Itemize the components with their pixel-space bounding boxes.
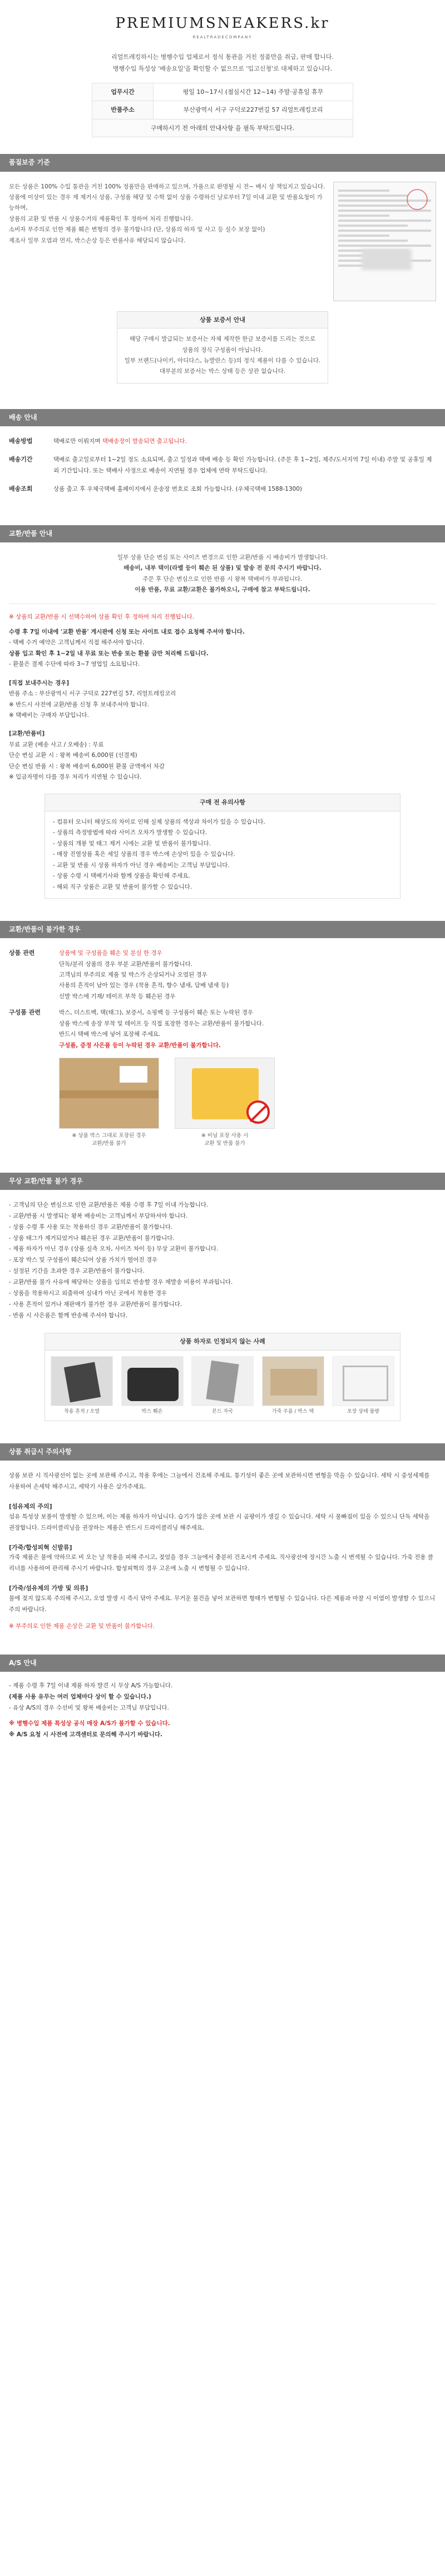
brand-title: PREMIUMSNEAKERS.kr xyxy=(115,15,330,32)
section-not-allowed xyxy=(0,938,445,1155)
exchange-summary xyxy=(9,552,436,604)
packing-tape xyxy=(60,1090,159,1098)
quality-paragraph: 제조사 일부 오염과 먼지, 박스손상 등은 반품사유 해당되지 않습니다. xyxy=(9,237,186,244)
intro-text xyxy=(0,52,445,75)
return-address-line: ※ 반드시 사전에 교환/반품 신청 후 보내주셔야 합니다. xyxy=(9,701,150,708)
return-address-title: [직접 보내주시는 경우] xyxy=(9,679,70,686)
info-row xyxy=(92,119,353,137)
certificate-stamp xyxy=(407,189,428,210)
list-item: - 고객님의 단순 변심으로 인한 교환/반품은 제품 수령 후 7일 이내 가능합니다. xyxy=(9,1201,209,1208)
return-fee-line: ※ 입금자명이 다를 경우 처리가 지연될 수 있습니다. xyxy=(9,774,142,781)
return-address-block xyxy=(9,678,436,721)
section-care xyxy=(0,1461,445,1637)
brand-header xyxy=(0,0,445,41)
section-header-as: A/S 안내 xyxy=(0,1655,445,1672)
gallery-item xyxy=(121,1356,184,1416)
care-intro: 상품 보관 시 직사광선이 없는 곳에 보관해 주시고, 착용 후에는 그늘에서 건조해 주세요. 통기성이 좋은 곳에 보관하시면 변형을 막을 수 있습니다. 세탁 시 중성세제를 사용하여 손세탁 해주시고, 세탁기 사용은 삼가주세요. xyxy=(9,1472,430,1491)
info-row xyxy=(92,83,353,101)
return-fee-title: [교환/반품비] xyxy=(9,730,45,738)
not-allowed-row xyxy=(9,948,436,1002)
procedure-line: 상품 입고 확인 후 1~2일 내 무료 또는 반송 또는 환불 금만 처리해 드립니다. xyxy=(9,650,209,657)
shipping-highlight: 택배송장이 발송되면 출고됩니다. xyxy=(102,438,187,445)
shipping-row xyxy=(9,436,436,447)
caption-line: 교환 및 반품 불가 xyxy=(204,1140,245,1147)
shipping-row xyxy=(9,484,436,495)
gallery-caption: 박스 훼손 xyxy=(141,1408,163,1414)
doc-line xyxy=(338,215,389,217)
return-address-line: 반품 주소 : 부산광역시 서구 구덕로 227번길 57, 리얼트레킹코리 xyxy=(9,690,176,697)
care-warning: ※ 부주의로 인한 제품 손상은 교환 및 반품이 불가합니다. xyxy=(9,1622,155,1630)
caution-line: - 상품 수령 시 택배기사와 함께 상품을 확인해 주세요. xyxy=(53,873,190,880)
care-subtitle: [섬유제의 주의] xyxy=(9,1503,52,1511)
list-item: - 상품을 착용하시고 외출하여 실내가 아닌 곳에서 착용한 경우 xyxy=(9,1290,167,1297)
section-shipping xyxy=(0,426,445,509)
care-subtitle: [가죽/섬유제의 가방 및 의류] xyxy=(9,1585,88,1592)
summary-line: 이용 반품, 무료 교환/교환은 불가하오니, 구매에 참고 부탁드립니다. xyxy=(135,586,310,594)
caution-line: - 상품의 측정방법에 따라 사이즈 오차가 발생할 수 있습니다. xyxy=(53,829,207,836)
as-line: (제품 사용 유무는 여러 업체마다 상이 할 수 있습니다.) xyxy=(9,1693,151,1700)
list-item: - 사용 흔적이 있거나 재판매가 불가한 경우 교환/반품이 불가합니다. xyxy=(9,1301,182,1308)
return-fee-line: 단순 변심 교환 시 : 왕복 배송비 6,000원 (선결제) xyxy=(9,752,137,759)
gallery-item xyxy=(262,1356,324,1416)
shipping-row xyxy=(9,455,436,476)
gallery-image xyxy=(262,1356,324,1406)
section-header-quality: 품질보증 기준 xyxy=(0,154,445,171)
caution-box xyxy=(44,794,400,899)
info-value: 평일 10~17시 (점심시간 12~14) 주말·공휴일 휴무 xyxy=(154,83,353,101)
summary-line: 일부 상품 단순 변심 또는 사이즈 변경으로 인한 교환/반품 시 배송비가 발생합니다. xyxy=(117,554,328,561)
info-value: 부산광역시 서구 구덕로227번길 57 리얼트레킹코리 xyxy=(154,101,353,119)
shipping-value: 택배로 출고일로부터 1~2일 정도 소요되며, 출고 일정과 택배 배송 등 확인 가능합니다. (주문 후 1~2일, 제주/도서지역 7일 이내) 주말 및 공휴일 제외 기간입니다. 또는 택배사 사정으로 배송이 지연될 경우 업체에 연락 부탁드립니다. xyxy=(53,456,432,474)
not-allowed-line: 사용의 흔적이 남아 있는 경우 (착용 흔적, 향수 냄새, 담배 냄새 등) xyxy=(59,982,229,989)
list-item: - 교환/반품 시 발생되는 왕복 배송비는 고객님께서 부담하셔야 합니다. xyxy=(9,1212,188,1219)
summary-line: 주문 후 단순 변심으로 인한 반품 시 왕복 택배비가 부과됩니다. xyxy=(142,575,303,582)
doc-line xyxy=(338,205,408,207)
gallery-image xyxy=(121,1356,184,1406)
doc-line xyxy=(338,190,389,192)
warranty-guide-title: 상품 보증서 안내 xyxy=(117,312,328,329)
doc-line xyxy=(338,235,389,237)
guide-line: 해당 구매시 발급되는 보증서는 자체 제작한 한글 보증서를 드리는 것으로 xyxy=(129,336,316,343)
defect-gallery-title: 상품 하자로 인정되지 않는 사례 xyxy=(45,1333,400,1351)
gallery-item xyxy=(51,1356,113,1416)
procedure-line: - 환불은 결제 수단에 따라 3~7 영업일 소요됩니다. xyxy=(9,661,140,668)
quality-text xyxy=(9,182,325,301)
as-note: ※ A/S 요청 시 사전에 고객센터로 문의해 주시기 바랍니다. xyxy=(9,1731,162,1738)
gallery-caption: 포장 상태 불량 xyxy=(347,1408,379,1414)
gallery-image xyxy=(191,1356,254,1406)
packaging-caption xyxy=(59,1132,159,1148)
doc-line xyxy=(338,225,408,227)
list-item: - 반품 시 사은품은 함께 반송해 주셔야 합니다. xyxy=(9,1312,128,1319)
certificate-image xyxy=(333,182,436,301)
vinyl-pack-image xyxy=(175,1058,275,1129)
not-allowed-highlight: 구성품, 증정 사은품 등이 누락된 경우 교환/반품이 불가합니다. xyxy=(59,1042,221,1049)
guide-line: 일부 브랜드(나이키, 아디다스, 뉴발란스 등)의 정식 제품이 다를 수 있습니다. xyxy=(124,357,321,364)
warranty-guide-body xyxy=(117,328,328,383)
section-header-shipping: 배송 안내 xyxy=(0,409,445,426)
procedure-line: 수령 후 7일 이내에 '교환 반품' 게시판에 신청 또는 사이트 내로 접수 요청해 주셔야 합니다. xyxy=(9,628,245,635)
quality-content xyxy=(9,182,436,301)
shipping-key: 배송방법 xyxy=(9,437,33,445)
as-warning: ※ 병행수입 제품 특성상 공식 매장 A/S가 불가할 수 있습니다. xyxy=(9,1720,170,1727)
care-paragraph: 가죽 제품은 물에 약하므로 비 오는 날 착용을 피해 주시고, 젖었을 경우 그늘에서 충분히 건조시켜 주세요. 직사광선에 장시간 노출 시 변색될 수 있습니다. 가죽 전용 클리너를 사용하여 관리해 주시기 바랍니다. 합성피혁의 경우 고온에 노출 시 변형될 수 있습니다. xyxy=(9,1554,433,1572)
list-item: - 제품 하자가 아닌 경우 (상품 실측 오차, 사이즈 차이 등) 무상 교환이 불가합니다. xyxy=(9,1245,219,1253)
list-item: - 상품 태그가 제거되었거나 훼손된 경우 교환/반품이 불가합니다. xyxy=(9,1234,175,1242)
not-allowed-key: 상품 관련 xyxy=(9,949,35,957)
not-allowed-row xyxy=(9,1008,436,1051)
not-allowed-line: 단독/분리 상품의 경우 부분 교환/반품이 불가합니다. xyxy=(59,960,193,968)
doc-line xyxy=(338,230,431,232)
return-address-line: ※ 택배비는 구매자 부담입니다. xyxy=(9,711,89,719)
gallery-item xyxy=(332,1356,394,1416)
guide-line: 상품의 정식 구성품이 아닙니다. xyxy=(182,346,263,353)
care-paragraph: 섬유 특성상 보풀이 발생할 수 있으며, 이는 제품 하자가 아닙니다. 습기가 많은 곳에 보관 시 곰팡이가 생길 수 있습니다. 세탁 시 물빠짐이 있을 수 있으니 단독 세탁을 권장합니다. 드라이클리닝을 권장하는 제품은 반드시 드라이클리닝 해주세요. xyxy=(9,1513,430,1531)
return-fee-line: 무료 교환 (배송 사고 / 오배송) : 무료 xyxy=(9,741,104,748)
as-line: - 제품 수령 후 7일 이내 제품 하자 발견 시 무상 A/S 가능합니다. xyxy=(9,1682,173,1689)
not-allowed-line: 고객님의 부주의로 제품 및 박스가 손상되거나 오염된 경우 xyxy=(59,971,207,979)
not-allowed-key: 구성품 관련 xyxy=(9,1009,41,1017)
not-allowed-line: 반드시 택배 박스에 넣어 포장해 주세요. xyxy=(59,1031,161,1038)
section-as xyxy=(0,1672,445,1757)
prohibited-icon xyxy=(246,1100,270,1124)
brand-subtitle: REALTRADECOMPANY xyxy=(192,34,253,39)
caption-line: 교환/반품 불가 xyxy=(92,1140,126,1147)
not-allowed-value xyxy=(59,1008,436,1051)
doc-line xyxy=(338,240,408,242)
gallery-caption: 가죽 주름 / 박스 택 xyxy=(271,1408,314,1414)
caution-line: - 상품의 개봉 및 태그 제거 시에는 교환 및 반품이 불가합니다. xyxy=(53,840,211,847)
caution-title: 구매 전 유의사항 xyxy=(45,794,400,811)
cardboard-box-image xyxy=(59,1058,159,1129)
caption-line: ※ 상품 박스 그대로 포장된 경우 xyxy=(72,1133,146,1139)
shipping-text: 택배로만 이뤄지며 xyxy=(53,438,102,445)
gallery-item xyxy=(191,1356,254,1416)
not-allowed-value xyxy=(59,948,436,1002)
not-allowed-line: 박스, 더스트백, 택(태그), 보증서, 쇼핑백 등 구성품이 훼손 또는 누락된 경우 xyxy=(59,1009,254,1017)
guide-line: 대부분의 보증서는 박스 상태 등은 상관 없습니다. xyxy=(159,368,286,375)
not-allowed-line: 상품 박스에 송장 부착 및 테이프 등 직접 포장한 경우는 교환/반품이 불가합니다. xyxy=(59,1020,264,1027)
packaging-example xyxy=(175,1058,275,1148)
intro-line: 리얼트레킹하시는 병행수입 업체로서 정식 통관을 거친 정품만을 취급, 판매 합니다. xyxy=(111,53,334,61)
return-fee-block xyxy=(9,729,436,783)
shipping-value: 상품 출고 후 우체국택배 홈페이지에서 운송장 번호로 조회 가능합니다. (우체국택배 1588-1300) xyxy=(53,486,302,493)
not-allowed-line: 신발 박스에 기재/ 테이프 부착 등 훼손된 경우 xyxy=(59,993,176,1000)
doc-line xyxy=(338,220,431,222)
shipping-label xyxy=(120,1066,147,1083)
caution-line: - 해외 직구 상품은 교환 및 반품이 불가할 수 있습니다. xyxy=(53,883,192,890)
list-item: - 설정된 기간을 초과한 경우 교환/반품이 불가합니다. xyxy=(9,1268,145,1275)
packaging-examples xyxy=(59,1058,436,1148)
shipping-key: 배송조회 xyxy=(9,485,33,493)
list-item: - 포장 박스 및 구성품이 훼손되어 상품 가치가 떨어진 경우 xyxy=(9,1257,158,1264)
quality-paragraph: 모든 상품은 100% 수입 통관을 거친 100% 정품만을 판매하고 있으며, 가품으로 판명될 시 전~ 배시 상 책임지고 있습니다. xyxy=(9,183,325,190)
blurred-area xyxy=(362,249,412,270)
care-paragraph: 물에 젖지 않도록 주의해 주시고, 오염 발생 시 즉시 닦아 주세요. 무거운 물건을 넣어 보관하면 형태가 변형될 수 있습니다. 다른 제품과 마찰 시 이염이 발생할 수 있으니 주의 바랍니다. xyxy=(9,1595,436,1613)
caution-body xyxy=(45,811,400,898)
info-key: 업무시간 xyxy=(92,83,154,101)
quality-paragraph: 상품의 교환 및 반품 시 상품수거의 제품확인 후 정하여 처리 진행합니다. xyxy=(9,215,193,222)
info-row xyxy=(92,101,353,119)
packaging-caption xyxy=(175,1132,275,1148)
list-item: - 상품 수령 후 사용 또는 착용하신 경우 교환/반품이 불가합니다. xyxy=(9,1223,173,1230)
section-free-exchange xyxy=(0,1190,445,1427)
caption-line: ※ 비닐 포장 사용 시 xyxy=(201,1133,249,1139)
free-exchange-list xyxy=(9,1200,436,1322)
section-quality xyxy=(0,172,445,392)
gallery-caption: 본드 자국 xyxy=(212,1408,233,1414)
as-line: - 유상 A/S의 경우 수선비 및 왕복 배송비는 고객님 부담입니다. xyxy=(9,1704,169,1711)
exchange-warning: ※ 상품의 교환/반품 시 선택수하여 상품 확인 후 정하여 처리 진행됩니다. xyxy=(9,613,195,620)
gallery-image xyxy=(332,1356,394,1406)
intro-line: 병행수입 특성상 '배송요일'을 확인할 수 없으므로 '입고신청'로 대체하고 있습니다. xyxy=(112,64,333,72)
section-header-care: 상품 취급시 주의사항 xyxy=(0,1443,445,1461)
procedure-line: - 택배 수거 예약은 고객님께서 직접 해주셔야 합니다. xyxy=(9,639,145,646)
caution-line: - 컴퓨터 모니터 해상도의 차이로 인해 실제 상품의 색상과 차이가 있을 수 있습니다. xyxy=(53,819,265,826)
list-item: - 교환/반품 불가 사유에 해당하는 상품을 임의로 반송할 경우 재발송 비용이 부과됩니다. xyxy=(9,1279,233,1286)
section-header-free-exchange: 무상 교환/반품 불가 경우 xyxy=(0,1173,445,1190)
business-info-table xyxy=(92,83,353,138)
summary-line: 배송비, 내부 택이(라벨 등이 훼손 된 상품) 및 발송 전 문의 주시기 바랍니다. xyxy=(123,565,322,572)
section-header-exchange: 교환/반품 안내 xyxy=(0,525,445,542)
shipping-key: 배송기간 xyxy=(9,456,33,464)
return-fee-line: 단순 변심 반품 시 : 왕복 배송비 6,000원 환불 금액에서 차감 xyxy=(9,763,165,770)
quality-paragraph: 소비자 부주의로 인한 제품 훼손 변형의 경우 불가합니다 (단, 상품의 하자 및 사고 등 실수 보장 없이) xyxy=(9,226,265,233)
packaging-example xyxy=(59,1058,159,1148)
exchange-procedure xyxy=(9,612,436,670)
warranty-guide-box xyxy=(117,311,328,383)
section-exchange xyxy=(0,542,445,904)
care-subtitle: [가죽/합성피혁 신발류] xyxy=(9,1543,72,1551)
caution-line: - 매장 진열상품 혹은 세일 상품의 경우 박스에 손상이 있을 수 있습니다. xyxy=(53,851,235,858)
info-footer: 구매하시기 전 아래의 안내사항 을 필독 부탁드립니다. xyxy=(92,119,353,137)
caution-line: - 교환 및 반품 시 상품 하자가 아닌 경우 배송비는 고객님 부담입니다. xyxy=(53,861,230,869)
section-header-not-allowed: 교환/반품이 불가한 경우 xyxy=(0,921,445,938)
defect-gallery-box xyxy=(44,1333,400,1421)
gallery-caption: 착용 흔적 / 오염 xyxy=(64,1408,100,1414)
gallery-image xyxy=(51,1356,113,1406)
doc-line xyxy=(338,245,431,247)
doc-line xyxy=(338,195,408,197)
not-allowed-highlight: 상품에 및 구성품을 훼손 및 분실 한 경우 xyxy=(59,950,162,957)
defect-gallery xyxy=(45,1351,400,1421)
shipping-value xyxy=(53,436,436,447)
info-key: 반품주소 xyxy=(92,101,154,119)
quality-paragraph: 상품에 이상이 있는 경우 제 제거시 상품, 구성품 해당 및 수학 없이 상품 수령하신 날로부터 7일 이내 교환 및 반품요청이 가능하며, xyxy=(9,193,323,212)
